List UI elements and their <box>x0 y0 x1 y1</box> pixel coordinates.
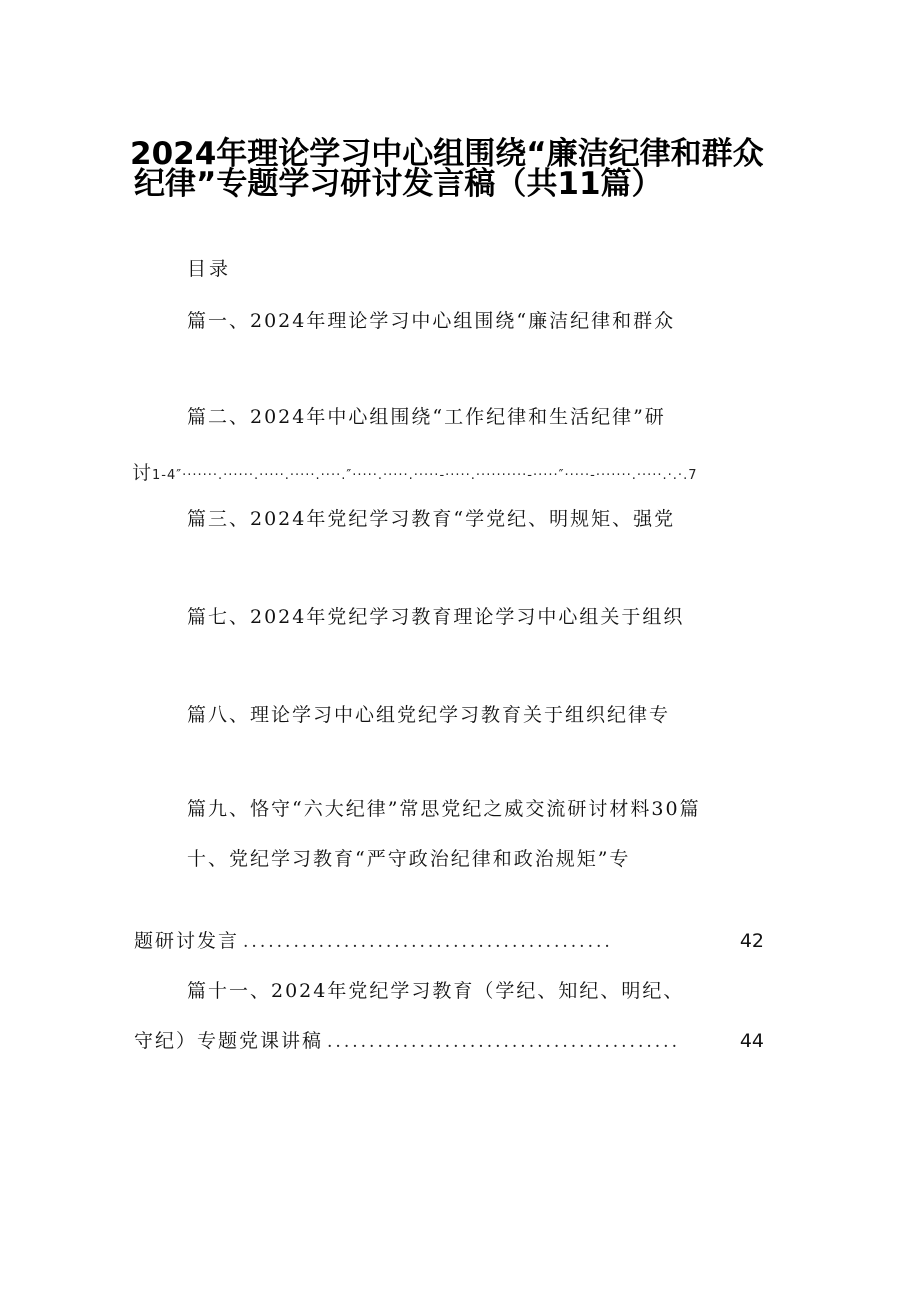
toc-entry-3: 篇三、2024年党纪学习教育“学党纪、明规矩、强党 <box>187 508 676 530</box>
toc-entry-7: 篇七、2024年党纪学习教育理论学习中心组关于组织 <box>187 606 685 628</box>
toc-entry-11-continuation <box>134 1028 764 1055</box>
toc-heading: 目录 <box>187 258 232 280</box>
toc-entry-11-tail: 守纪）专题党课讲稿 <box>134 1030 324 1052</box>
toc-entry-2-prefix: 讨 <box>132 463 153 484</box>
toc-entry-2-continuation <box>132 463 760 486</box>
document-title-line-1: 2024年理论学习中心组围绕“廉洁纪律和群众 <box>130 136 764 172</box>
toc-entry-9: 篇九、恪守“六大纪律”常思党纪之威交流研讨材料30篇 <box>187 798 701 820</box>
toc-entry-2-garbled-leader: 1-4″·······.······.·····.·····.····.″·····.·····.·····-·····.··········-·····″·····-·······.·····.·.·.7 <box>152 468 698 483</box>
toc-entry-8: 篇八、理论学习中心组党纪学习教育关于组织纪律专 <box>187 704 671 726</box>
toc-page-number: 44 <box>739 1030 764 1052</box>
toc-entry-11: 篇十一、2024年党纪学习教育（学纪、知纪、明纪、 <box>187 980 685 1002</box>
toc-entry-10-continuation <box>134 928 764 955</box>
toc-entry-1: 篇一、2024年理论学习中心组围绕“廉洁纪律和群众 <box>187 310 676 332</box>
toc-entry-10: 十、党纪学习教育“严守政治纪律和政治规矩”专 <box>187 848 631 870</box>
toc-dot-leader: .......................................... <box>327 1032 680 1052</box>
document-title-line-2: 纪律”专题学习研讨发言稿（共11篇） <box>134 166 663 202</box>
toc-page-number: 42 <box>739 930 764 952</box>
toc-entry-10-tail: 题研讨发言 <box>134 930 240 952</box>
toc-dot-leader: ............................................ <box>243 932 613 952</box>
toc-entry-2: 篇二、2024年中心组围绕“工作纪律和生活纪律”研 <box>187 406 666 428</box>
